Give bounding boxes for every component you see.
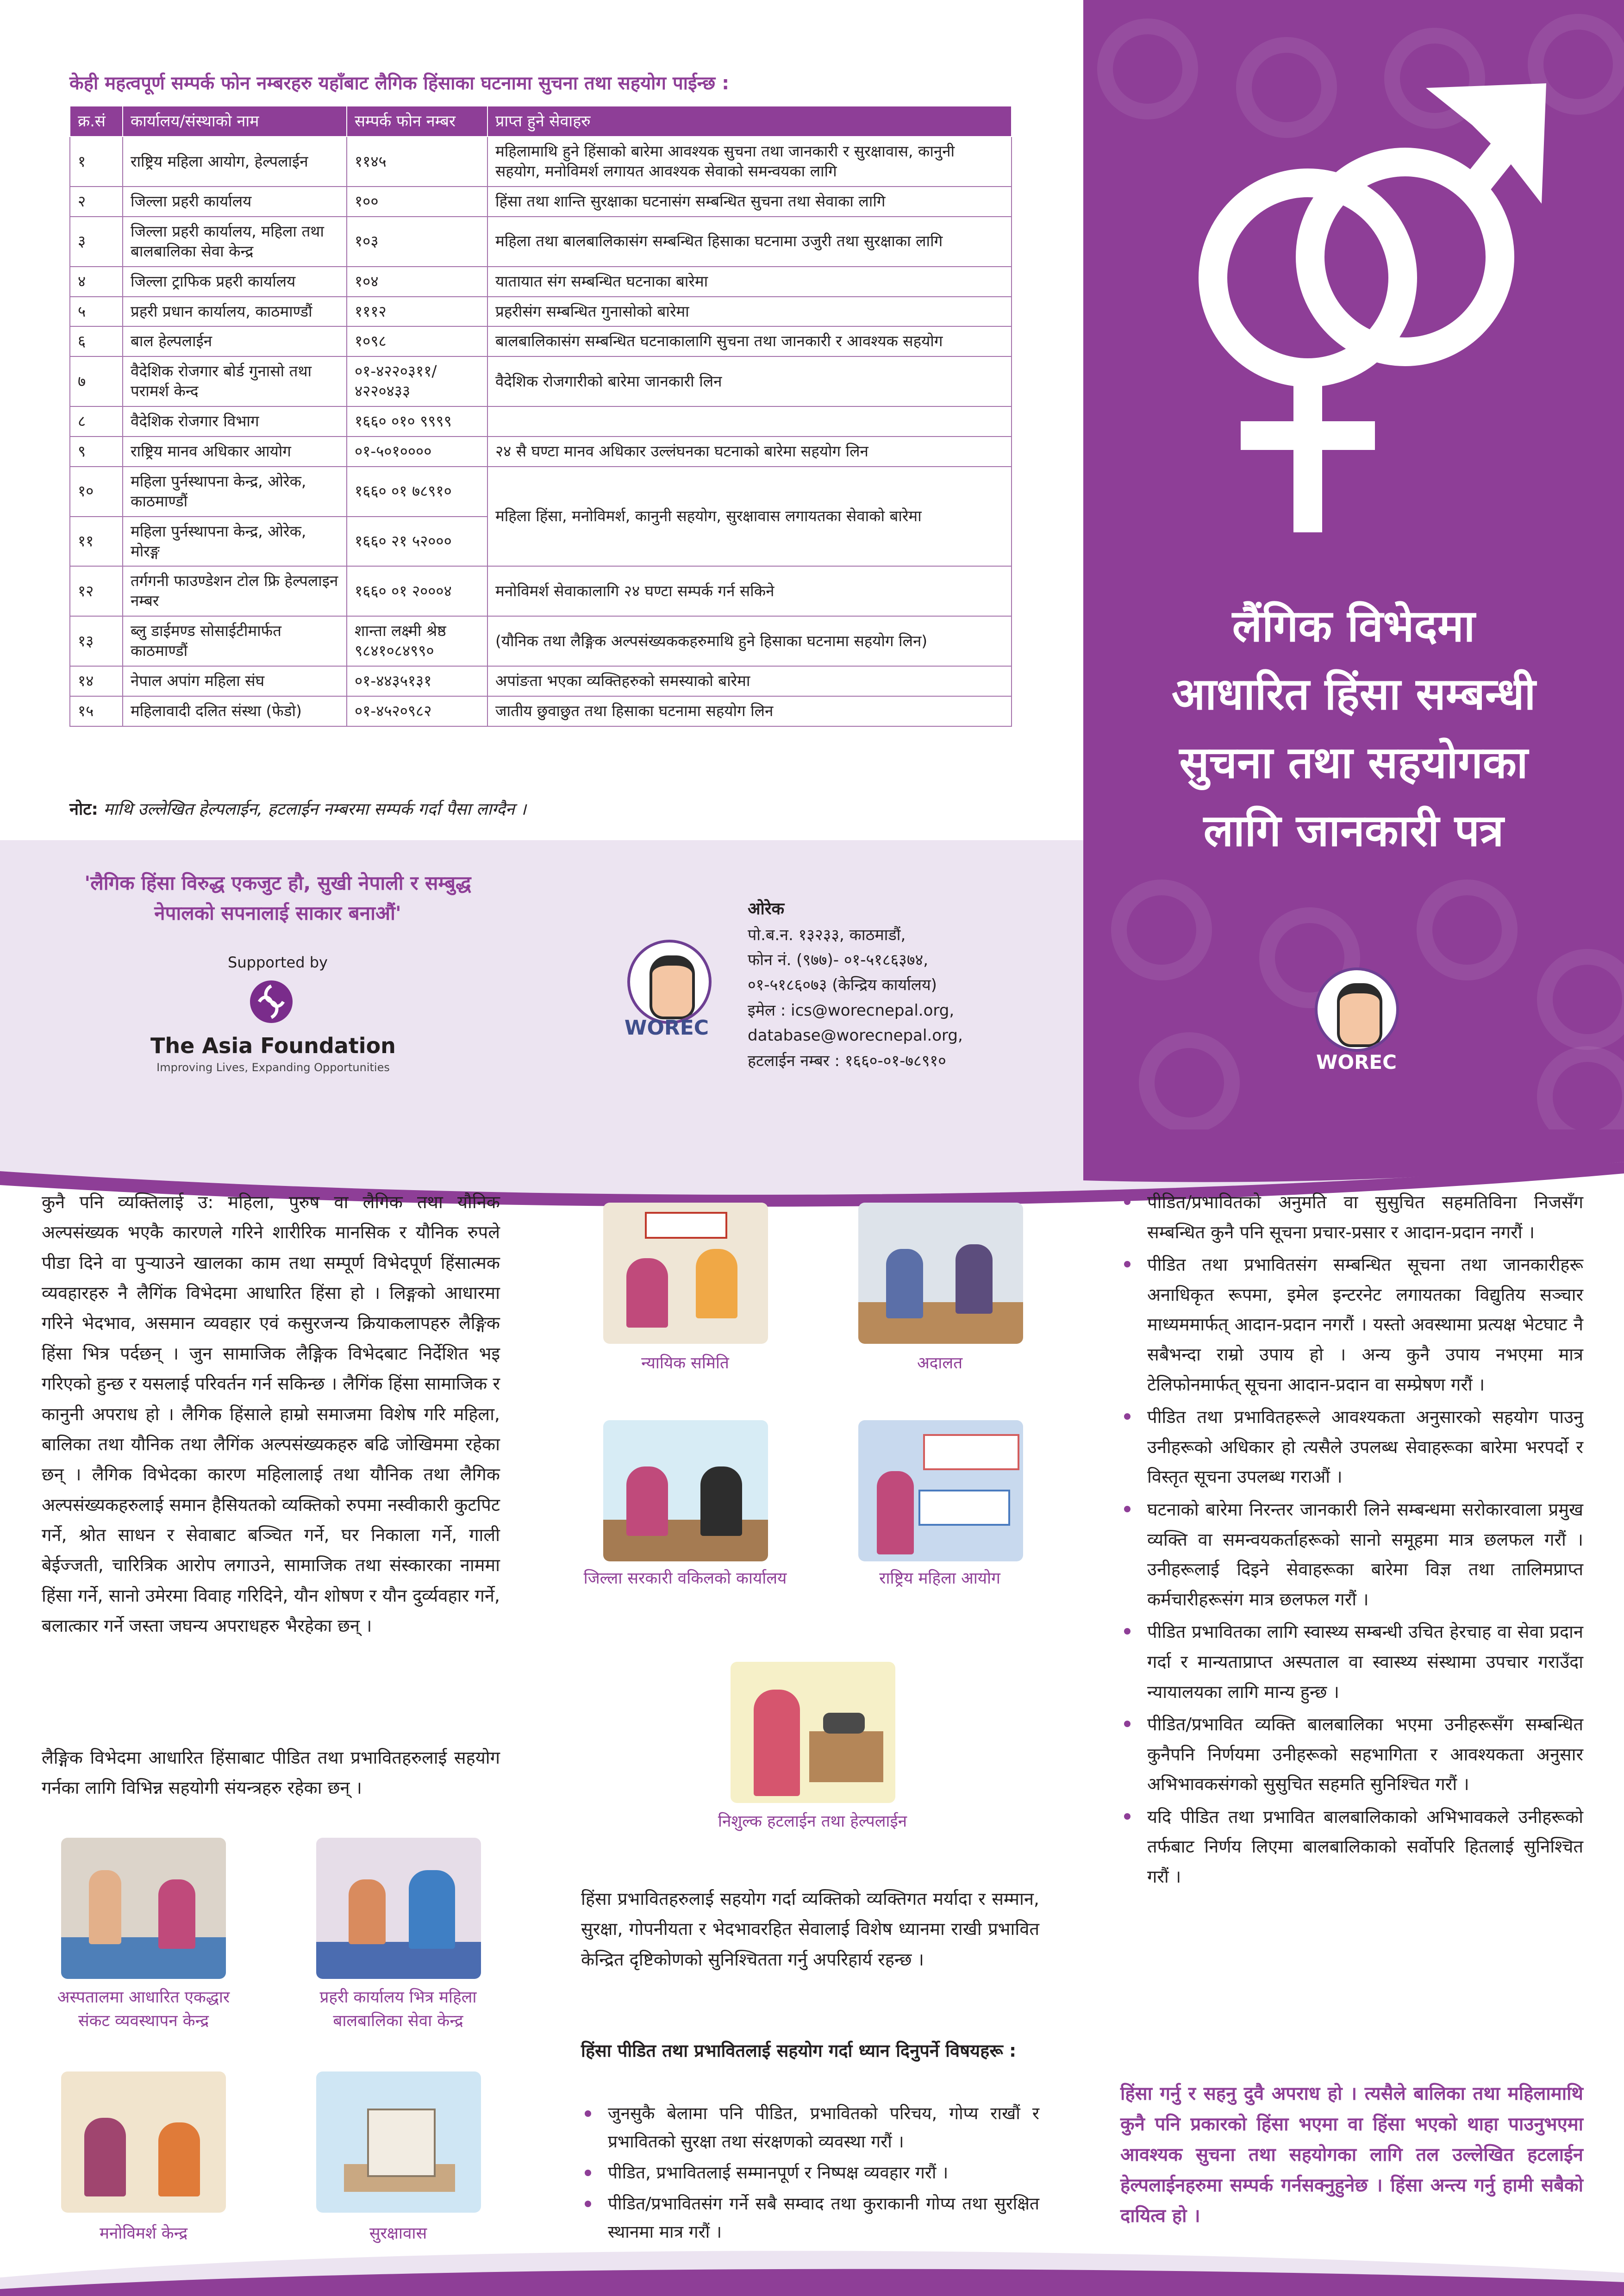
hotline-caption: निशुल्क हटलाईन तथा हेल्पलाईन bbox=[718, 1812, 907, 1831]
table-row bbox=[70, 137, 1012, 187]
asia-foundation-logo-icon bbox=[250, 980, 293, 1023]
table-row bbox=[70, 616, 1012, 666]
table-row bbox=[70, 406, 1012, 437]
cell-serial: २ bbox=[70, 187, 123, 217]
cell-services bbox=[487, 406, 1012, 437]
cell-serial: १ bbox=[70, 137, 123, 187]
cell-services: हिंसा तथा शान्ति सुरक्षाका घटनासंग सम्बन्धित सुचना तथा सेवाका लागि bbox=[487, 187, 1012, 217]
background-ring bbox=[1139, 1032, 1240, 1133]
judicial-committee-caption: न्यायिक समिति bbox=[641, 1354, 729, 1373]
table-row bbox=[70, 666, 1012, 696]
police-women-caption: प्रहरी कार्यालय भित्र महिला बालबालिका सेवा केन्द्र bbox=[319, 1988, 477, 2030]
table-row bbox=[70, 566, 1012, 616]
cell-serial: ९ bbox=[70, 437, 123, 467]
cell-serial: १२ bbox=[70, 566, 123, 616]
cell-office: वैदेशिक रोजगार विभाग bbox=[123, 406, 347, 437]
table-note bbox=[69, 797, 1065, 820]
cell-phone: १०९८ bbox=[347, 326, 487, 356]
cover-title-line: सुचना तथा सहयोगका bbox=[1179, 737, 1528, 788]
table-row bbox=[70, 187, 1012, 217]
table-row bbox=[70, 326, 1012, 356]
list-item: पीडित/प्रभावितको अनुमति वा सुसुचित सहमतिविना निजसँग सम्बन्धित कुनै पनि सूचना प्रचार-प्रसार र आदान-प्रदान नगरौं । bbox=[1120, 1187, 1583, 1247]
address-line: इमेल : ics@worecnepal.org, bbox=[748, 1001, 955, 1020]
cell-office: महिला पुर्नस्थापना केन्द्र, ओरेक, मोरङ्ग bbox=[123, 517, 347, 567]
list-item: पीडित, प्रभावितलाई सम्मानपूर्ण र निष्पक्ष व्यवहार गरौं । bbox=[581, 2159, 1039, 2187]
cell-phone: ०१-४४३५१३१ bbox=[347, 666, 487, 696]
worec-logo-icon bbox=[1315, 967, 1399, 1052]
address-line: पो.ब.न. १३२३३, काठमाडौं, bbox=[748, 925, 906, 944]
cell-serial: ८ bbox=[70, 406, 123, 437]
cell-serial: १५ bbox=[70, 696, 123, 726]
table-row bbox=[70, 217, 1012, 267]
table-row bbox=[70, 356, 1012, 406]
cell-services: बालबालिकासंग सम्बन्धित घटनाकालागि सुचना तथा जानकारी र आवश्यक सहयोग bbox=[487, 326, 1012, 356]
woman-face-icon bbox=[1337, 983, 1382, 1047]
list-item: पीडित/प्रभावितसंग गर्ने सबै सम्वाद तथा कुराकानी गोप्य तथा सुरक्षित स्थानमा मात्र गरौं । bbox=[581, 2190, 1039, 2246]
supported-by-label: Supported by bbox=[228, 954, 328, 971]
cell-services: २४ सै घण्टा मानव अधिकार उल्लंघनका घटनाको बारेमा सहयोग लिन bbox=[487, 437, 1012, 467]
cell-phone: ०१-४२२०३११/ ४२२०४३३ bbox=[347, 356, 487, 406]
cell-phone: १६६० ०१० ९९९९ bbox=[347, 406, 487, 437]
list-item: पीडित प्रभावितका लागि स्वास्थ्य सम्बन्धी उचित हेरचाह वा सेवा प्रदान गर्दा र मान्यताप्राप्त अस्पताल वा स्वास्थ्य संस्थामा उपचार गराउँदा न्यायालयका लागि मान्य हुन्छ । bbox=[1120, 1617, 1583, 1707]
cell-phone: १६६० २१ ५२००० bbox=[347, 517, 487, 567]
cell-office: प्रहरी प्रधान कार्यालय, काठमाण्डौं bbox=[123, 297, 347, 327]
court-illustration bbox=[858, 1203, 1023, 1344]
worec-name: WOREC bbox=[1316, 1051, 1397, 1073]
contact-table bbox=[69, 106, 1012, 727]
table-row bbox=[70, 437, 1012, 467]
background-ring bbox=[1537, 949, 1624, 1050]
list-item: पीडित तथा प्रभावितसंग सम्बन्धित सूचना तथा जानकारीहरू अनाधिकृत रूपमा, इमेल इन्टरनेट लगायतका विद्युतिय सञ्चार माध्यममार्फत् आदान-प्रदान नगरौं । यस्तो अवस्थामा प्रत्यक्ष भेटघाट नै सबैभन्दा राम्रो उपाय हो । अन्य कुनै उपाय नभएमा मात्र टेलिफोनमार्फत् सूचना आदान-प्रदान वा सम्प्रेषण गरौं । bbox=[1120, 1250, 1583, 1399]
cell-phone: ०१-४५२०९८२ bbox=[347, 696, 487, 726]
address-org: ओरेक bbox=[748, 899, 785, 918]
cover-title-line: लैंगिक विभेदमा bbox=[1232, 601, 1475, 652]
cell-services: महिला हिंसा, मनोविमर्श, कानुनी सहयोग, सुरक्षावास लगायतका सेवाको बारेमा bbox=[487, 467, 1012, 567]
cell-phone: ०१-५०१०००० bbox=[347, 437, 487, 467]
attorney-office-illustration bbox=[603, 1420, 768, 1561]
cell-phone: शान्ता लक्ष्मी श्रेष्ठ ९८४१०८४९९० bbox=[347, 616, 487, 666]
background-ring bbox=[1417, 880, 1518, 980]
cell-serial: ४ bbox=[70, 267, 123, 297]
counselling-caption: मनोविमर्श केन्द्र bbox=[99, 2224, 188, 2243]
cell-serial: ७ bbox=[70, 356, 123, 406]
hotline-illustration bbox=[731, 1662, 895, 1803]
cell-office: जिल्ला ट्राफिक प्रहरी कार्यालय bbox=[123, 267, 347, 297]
note-label: नोट: bbox=[69, 800, 98, 819]
cell-office: तर्गगनी फाउण्डेशन टोल फ्रि हेल्पलाइन नम्बर bbox=[123, 566, 347, 616]
table-header-row bbox=[70, 106, 1012, 137]
attorney-office-caption: जिल्ला सरकारी वकिलको कार्यालय bbox=[583, 1569, 787, 1588]
list-item: जुनसुकै बेलामा पनि पीडित, प्रभावितको परिचय, गोप्य राखौं र प्रभावितको सुरक्षा तथा संरक्षणको व्यवस्था गरौं । bbox=[581, 2099, 1039, 2156]
shelter-illustration bbox=[316, 2071, 481, 2213]
cell-phone: १०० bbox=[347, 187, 487, 217]
cell-office: जिल्ला प्रहरी कार्यालय, महिला तथा बालबालिका सेवा केन्द्र bbox=[123, 217, 347, 267]
list-item: पीडित तथा प्रभावितहरूले आवश्यकता अनुसारको सहयोग पाउनु उनीहरूको अधिकार हो त्यसैले उपलब्ध सेवाहरूका बारेमा भरपर्दो र विस्तृत सूचना उपलब्ध गराऔं । bbox=[1120, 1402, 1583, 1492]
woman-face-icon bbox=[650, 955, 695, 1019]
header-serial: क्र.सं bbox=[70, 106, 123, 137]
list-item: पीडित/प्रभावित व्यक्ति बालबालिका भएमा उनीहरूसँग सम्बन्धित कुनैपनि निर्णयमा उनीहरूको सहभागिता र आवश्यकता अनुसार अभिभावकसंगको सुसुचित सहमति सुनिश्चित गरौं । bbox=[1120, 1710, 1583, 1799]
womens-commission-caption: राष्ट्रिय महिला आयोग bbox=[879, 1569, 1000, 1588]
womens-commission-illustration bbox=[858, 1420, 1023, 1561]
cell-office: महिला पुर्नस्थापना केन्द्र, ओरेक, काठमाण्डौं bbox=[123, 467, 347, 517]
list-item: यदि पीडित तथा प्रभावित बालबालिकाको अभिभावकले उनीहरूको तर्फबाट निर्णय लिएमा बालबालिकाको सर्वोपरि हितलाई सुनिश्चित गरौं । bbox=[1120, 1802, 1583, 1892]
cell-serial: १४ bbox=[70, 666, 123, 696]
cell-office: वैदेशिक रोजगार बोर्ड गुनासो तथा परामर्श केन्द bbox=[123, 356, 347, 406]
asia-foundation-tagline: Improving Lives, Expanding Opportunities bbox=[156, 1061, 390, 1074]
cover-title-line: आधारित हिंसा सम्बन्धी bbox=[1171, 669, 1536, 720]
court-caption: अदालत bbox=[917, 1354, 963, 1373]
address-line: ०१-५१८६०७३ (केन्द्रिय कार्यालय) bbox=[748, 976, 937, 995]
guidelines-list bbox=[1120, 1187, 1583, 1895]
address-line: फोन नं. (९७७)- ०१-५१८६३७४, bbox=[748, 950, 929, 969]
cover-title bbox=[1083, 593, 1624, 865]
cell-phone: ११४५ bbox=[347, 137, 487, 187]
cell-office: राष्ट्रिय महिला आयोग, हेल्पलाईन bbox=[123, 137, 347, 187]
header-services: प्राप्त हुने सेवाहरु bbox=[487, 106, 1012, 137]
cell-services: मनोविमर्श सेवाकालागि २४ घण्टा सम्पर्क गर्न सकिने bbox=[487, 566, 1012, 616]
table-row bbox=[70, 696, 1012, 726]
cell-serial: ११ bbox=[70, 517, 123, 567]
cell-office: राष्ट्रिय मानव अधिकार आयोग bbox=[123, 437, 347, 467]
gbv-definition-paragraph: कुनै पनि व्यक्तिलाई उ: महिला, पुरुष वा लैगिक तथा यौनिक अल्पसंख्यक भएकै कारणले गरिने शारीरिक मानसिक र यौनिक रुपले पीडा दिने वा पुऱ्याउने खालका काम तथा सम्पूर्ण विभेदपूर्ण हिंसात्मक व्यवहारहरु नै लैगिंक विभेदमा आधारित हिंसा हो । लिङ्गको आधारमा गरिने भेदभाव, असमान व्यवहार एवं कसुरजन्य क्रियाकलापहरु लैङ्गिक हिंसा भित्र पर्दछन् । जुन सामाजिक लैङ्गिक विभेदबाट निर्देशित भइ गरिएको हुन्छ र यसलाई परिवर्तन गर्न सकिन्छ । लैगिंक हिंसा सामाजिक र कानुनी अपराध हो । लैगिक हिंसाले हाम्रो समाजमा विशेष गरि महिला, बालिका तथा यौनिक तथा लैगिंक अल्पसंख्यकहरु बढि जोखिममा रहेका छन् । लैगिक विभेदका कारण महिलालाई तथा यौनिक तथा लैगिक अल्पसंख्यकहरुलाई समान हैसियतको व्यक्तिको रुपमा नस्वीकारी कुटपिट गर्ने, श्रोत साधन र सेवाबाट बञ्चित गर्ने, घर निकाला गर्ने, गाली बेईज्जती, चारित्रिक आरोप लगाउने, सामाजिक तथा संस्कारका नाममा हिंसा गर्ने, सानो उमेरमा विवाह गरिदिने, यौन शोषण र यौन दुर्व्यवहार गर्ने, बलात्कार गर्ने जस्ता जघन्य अपराधहरु भैरहेका छन् । bbox=[42, 1192, 500, 1636]
ocmc-illustration bbox=[61, 1838, 226, 1979]
cell-office: बाल हेल्पलाईन bbox=[123, 326, 347, 356]
table-row bbox=[70, 297, 1012, 327]
header-phone: सम्पर्क फोन नम्बर bbox=[347, 106, 487, 137]
cover-title-line: लागि जानकारी पत्र bbox=[1203, 805, 1504, 856]
worec-name: WOREC bbox=[624, 1016, 709, 1040]
dignity-paragraph: हिंसा प्रभावितहरुलाई सहयोग गर्दा व्यक्तिको व्यक्तिगत मर्यादा र सम्मान, सुरक्षा, गोपनीयता र भेदभावरहित सेवालाई विशेष ध्यानमा राखी प्रभावित केन्द्रित दृष्टिकोणको सुनिश्चितता गर्नु अपरिहार्य रहन्छ । bbox=[581, 1889, 1039, 1970]
judicial-committee-illustration bbox=[603, 1203, 768, 1344]
cell-services: (यौनिक तथा लैङ्गिक अल्पसंख्यककहरुमाथि हुने हिसाका घटनामा सहयोग लिन) bbox=[487, 616, 1012, 666]
asia-foundation-name: The Asia Foundation bbox=[150, 1033, 396, 1058]
precautions-heading: हिंसा पीडित तथा प्रभावितलाई सहयोग गर्दा ध्यान दिनुपर्ने विषयहरू : bbox=[581, 2040, 1017, 2061]
closing-message: हिंसा गर्नु र सहनु दुवै अपराध हो । त्यसैले बालिका तथा महिलामाथि कुनै पनि प्रकारको हिंसा भएमा वा हिंसा भएको थाहा पाउनुभएमा आवश्यक सुचना तथा सहयोगका लागि तल उल्लेखित हटलाईन हेल्पलाईनहरुमा सम्पर्क गर्नसक्नुहुनेछ । हिंसा अन्त्य गर्नु हामी सबैको दायित्व हो । bbox=[1120, 2083, 1583, 2227]
cell-services: महिलामाथि हुने हिंसाको बारेमा आवश्यक सुचना तथा जानकारी र सुरक्षावास, कानुनी सहयोग, मनोविमर्श लगायत आवश्यक सेवाको समन्वयका लागि bbox=[487, 137, 1012, 187]
worec-logo-icon bbox=[627, 940, 712, 1024]
address-line: हटलाईन नम्बर : १६६०-०१-७८९१० bbox=[748, 1051, 946, 1070]
cell-phone: १०४ bbox=[347, 267, 487, 297]
cell-office: जिल्ला प्रहरी कार्यालय bbox=[123, 187, 347, 217]
header-office: कार्यालय/संस्थाको नाम bbox=[123, 106, 347, 137]
counselling-illustration bbox=[61, 2071, 226, 2213]
support-mechanism-paragraph: लैङ्गिक विभेदमा आधारित हिंसाबाट पीडित तथा प्रभावितहरुलाई सहयोग गर्नका लागि विभिन्न सहयोगी संयन्त्रहरु रहेका छन् । bbox=[42, 1747, 500, 1798]
cell-office: ब्लु डाईमण्ड सोसाईटीमार्फत काठमाण्डौं bbox=[123, 616, 347, 666]
ocmc-caption: अस्पतालमा आधारित एकद्धार संकट व्यवस्थापन केन्द्र bbox=[57, 1988, 230, 2030]
cell-office: महिलावादी दलित संस्था (फेडो) bbox=[123, 696, 347, 726]
background-ring bbox=[1111, 880, 1212, 980]
cell-phone: १०३ bbox=[347, 217, 487, 267]
slogan: 'लैगिक हिंसा विरुद्ध एकजुट हौ, सुखी नेपाली र सम्बुद्ध नेपालको सपनालाई साकार बनाऔं' bbox=[84, 872, 471, 925]
cell-services: जातीय छुवाछुत तथा हिसाका घटनामा सहयोग लिन bbox=[487, 696, 1012, 726]
cell-serial: ५ bbox=[70, 297, 123, 327]
cell-services: अपांङता भएका व्यक्तिहरुको समस्याको बारेमा bbox=[487, 666, 1012, 696]
cell-serial: ३ bbox=[70, 217, 123, 267]
cell-phone: १६६० ०१ २०००४ bbox=[347, 566, 487, 616]
police-women-desk-illustration bbox=[316, 1838, 481, 1979]
cell-serial: ६ bbox=[70, 326, 123, 356]
table-row bbox=[70, 467, 1012, 517]
cell-services: महिला तथा बालबालिकासंग सम्बन्धित हिसाका घटनामा उजुरी तथा सुरक्षाका लागि bbox=[487, 217, 1012, 267]
cell-phone: १६६० ०१ ७८९१० bbox=[347, 467, 487, 517]
address-line: database@worecnepal.org, bbox=[748, 1026, 963, 1045]
cell-services: यातायात संग सम्बन्धित घटनाका बारेमा bbox=[487, 267, 1012, 297]
table-row bbox=[70, 267, 1012, 297]
cell-serial: १३ bbox=[70, 616, 123, 666]
bottom-wave-decoration bbox=[0, 2213, 1624, 2296]
cell-services: प्रहरीसंग सम्बन्धित गुनासोको बारेमा bbox=[487, 297, 1012, 327]
cell-phone: १११२ bbox=[347, 297, 487, 327]
gender-symbol-icon bbox=[1148, 69, 1565, 542]
cell-serial: १० bbox=[70, 467, 123, 517]
list-item: घटनाको बारेमा निरन्तर जानकारी लिने सम्बन्धमा सरोकारवाला प्रमुख व्यक्ति वा समन्वयकर्ताहरूको सानो समूहमा मात्र छलफल गरौं । उनीहरूलाई दिइने सेवाहरूका बारेमा विज्ञ तथा तालिमप्राप्त कर्मचारीहरूसंग मात्र छलफल गरौं । bbox=[1120, 1495, 1583, 1614]
intro-heading: केही महत्वपूर्ण सम्पर्क फोन नम्बरहरु यहाँबाट लैगिक हिंसाका घटनामा सुचना तथा सहयोग पाईन्छ : bbox=[69, 73, 730, 94]
cell-services: वैदेशिक रोजगारीको बारेमा जानकारी लिन bbox=[487, 356, 1012, 406]
shelter-caption: सुरक्षावास bbox=[369, 2224, 427, 2243]
cell-office: नेपाल अपांग महिला संघ bbox=[123, 666, 347, 696]
worec-address bbox=[748, 896, 1072, 1073]
note-text: माथि उल्लेखित हेल्पलाईन, हटलाईन नम्बरमा सम्पर्क गर्दा पैसा लाग्दैन । bbox=[103, 800, 526, 819]
